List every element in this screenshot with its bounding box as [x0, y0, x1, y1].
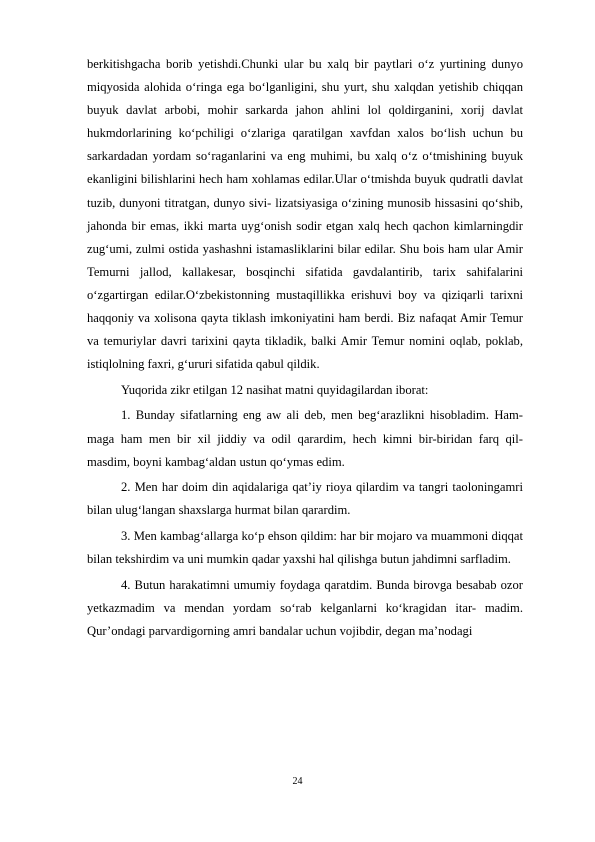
paragraph-item-3: 3. Men kambag‘allarga ko‘p ehson qildim: har bir mojaro va muammoni diqqat bilan tekshirdim va uni mumkin qadar yaxshi hal qilishga butun jahdimni sarfladim. [87, 528, 523, 566]
paragraph-item-2: 2. Men har doim din aqidalariga qat’iy rioya qilardim va tangri taoloningamri bilan ulug‘langan shaxslarga hurmat bilan qarardim. [87, 480, 523, 518]
paragraph-item-1: 1. Bunday sifatlarning eng aw ali deb, men beg‘arazlikni hisobladim. Ham- maga ham men bir xil jiddiy va odil qarardim, hech kimni bir-biridan farq qil- masdim, boyni kambag‘aldan ustun qo‘ymas edim. [87, 408, 523, 469]
paragraph-list-heading: Yuqorida zikr etilgan 12 nasihat matni quyidagilardan iborat: [121, 382, 429, 397]
paragraph-intro: berkitishgacha borib yetishdi.Chunki ular bu xalq bir paytlari o‘z yurtining dunyo miqyosida alohida o‘ringa ega bo‘lganligini, shu yurt, shu xalqdan yetishib chiqqan buyuk davlat arbobi, mohir sarkarda jahon ahlini lol qoldirganini, xorij davlat hukmdorlarining ko‘pchiligi o‘zlariga qaratilgan xavfdan xalos bo‘lish uchun bu sarkardadan yordam so‘raganlarini va eng muhimi, bu xalq o‘z o‘tmishining buyuk ekanligini bilishlarini hech ham xohlamas edilar.Ular o‘tmishda buyuk qudratli davlat tuzib, dunyoni titratgan, dunyo sivi- lizatsiyasiga o‘zining munosib hissasini qo‘shib, jahonda bir emas, ikki marta uyg‘onish sodir etgan xalq hech qachon kimlarningdir zug‘umi, zulmi ostida yashashni istamasliklarini bilar edilar. Shu bois ham ular Amir Temurni jallod, kallakesar, bosqinchi sifatida gavdalantirib, tarix sahifalarini o‘zgartirgan edilar.O‘zbekistonning mustaqillikka erishuvi boy va qiziqarli tarixni haqqoniy va xolisona qayta tiklash imkoniyatini ham berdi. Biz nafaqat Amir Temur va temuriylar davri tarixini qayta tikladik, balki Amir Temur nomini oqlab, poklab, istiqlolning faxri, g‘ururi sifatida qabul qildik. [87, 57, 523, 372]
page-number: 24 [292, 776, 303, 787]
document-body [87, 53, 523, 645]
paragraph-item-4: 4. Butun harakatimni umumiy foydaga qaratdim. Bunda birovga besabab ozor yetkazmadim va mendan yordam so‘rab kelganlarni ko‘kragidan itar- madim. Qur’ondagi parvardigorning amri bandalar uchun vojibdir, degan ma’nodagi [87, 577, 523, 638]
